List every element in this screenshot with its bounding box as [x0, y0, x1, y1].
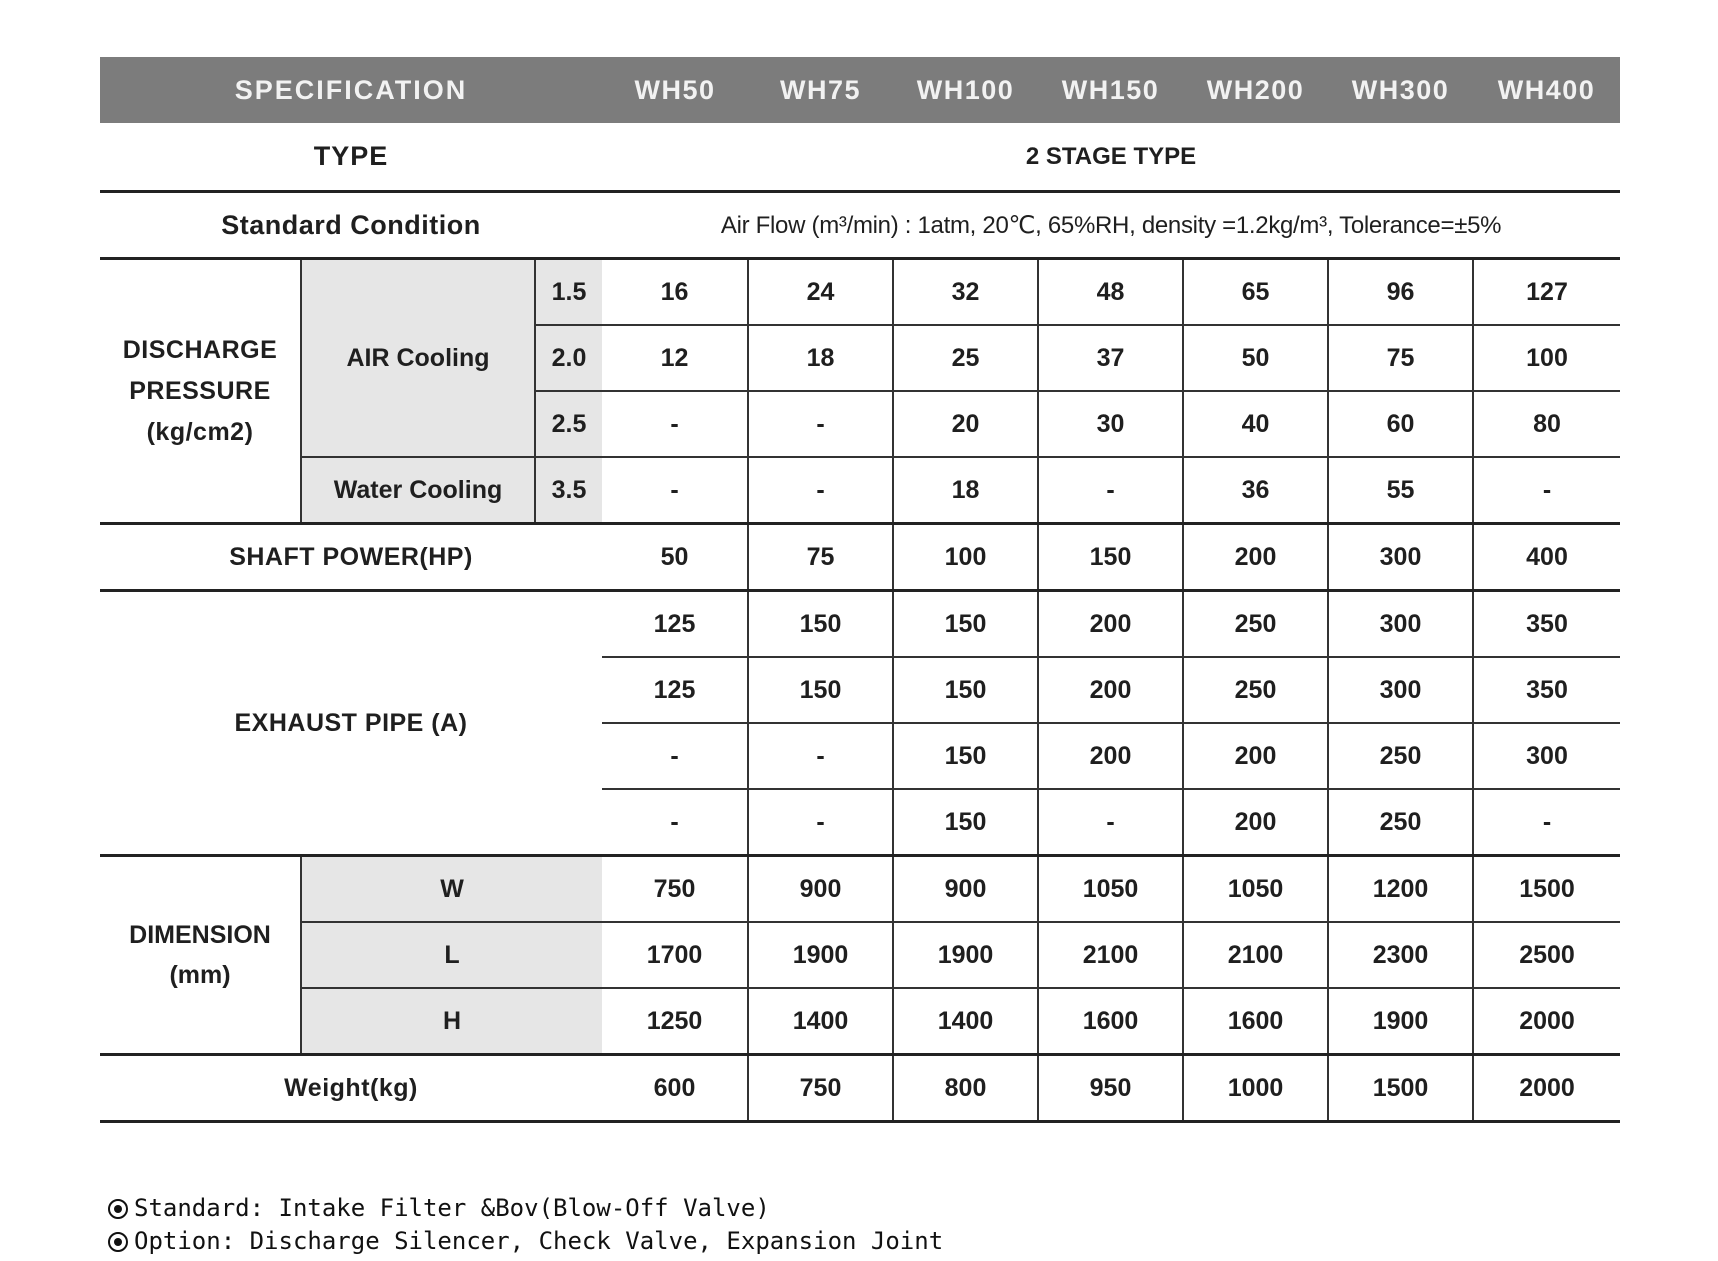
table-cell: 32 — [893, 259, 1038, 326]
table-cell: 18 — [893, 457, 1038, 524]
table-cell: 50 — [1183, 325, 1328, 391]
type-row — [100, 123, 1620, 192]
type-value: 2 STAGE TYPE — [602, 123, 1620, 192]
specification-header: SPECIFICATION — [100, 57, 602, 123]
standard-condition-row — [100, 192, 1620, 259]
table-cell: 75 — [1328, 325, 1473, 391]
table-cell: 125 — [602, 591, 748, 658]
table-cell: 250 — [1328, 789, 1473, 856]
table-cell: - — [748, 723, 893, 789]
table-row — [100, 856, 1620, 923]
table-cell: 150 — [748, 657, 893, 723]
table-row — [100, 591, 1620, 658]
model-header: WH100 — [893, 57, 1038, 123]
table-cell: - — [1473, 457, 1620, 524]
table-cell: 1250 — [602, 988, 748, 1055]
table-cell: 750 — [602, 856, 748, 923]
table-cell: 200 — [1183, 524, 1328, 591]
table-cell: 300 — [1328, 657, 1473, 723]
table-cell: 900 — [748, 856, 893, 923]
table-cell: 36 — [1183, 457, 1328, 524]
table-cell: 96 — [1328, 259, 1473, 326]
dimension-label-line: DIMENSION — [129, 921, 271, 949]
table-cell: 1200 — [1328, 856, 1473, 923]
table-cell: - — [602, 723, 748, 789]
table-cell: 37 — [1038, 325, 1183, 391]
radio-bullet-icon — [108, 1232, 128, 1252]
note-option — [108, 1225, 943, 1258]
air-cooling-label: AIR Cooling — [301, 259, 535, 458]
discharge-pressure-line: (kg/cm2) — [146, 417, 254, 446]
table-cell: 200 — [1183, 789, 1328, 856]
table-cell: 300 — [1473, 723, 1620, 789]
table-cell: 800 — [893, 1055, 1038, 1122]
table-cell: 12 — [602, 325, 748, 391]
note-standard — [108, 1192, 943, 1225]
table-cell: 18 — [748, 325, 893, 391]
table-row — [100, 988, 1620, 1055]
shaft-power-label: SHAFT POWER(HP) — [100, 524, 602, 591]
table-cell: 250 — [1328, 723, 1473, 789]
dimension-label-line: (mm) — [169, 961, 231, 989]
dimension-key: H — [301, 988, 602, 1055]
table-cell: 100 — [1473, 325, 1620, 391]
table-cell: 200 — [1038, 723, 1183, 789]
table-cell: 16 — [602, 259, 748, 326]
type-label: TYPE — [100, 123, 602, 192]
table-cell: 200 — [1038, 591, 1183, 658]
weight-label: Weight(kg) — [100, 1055, 602, 1122]
dimension-key: L — [301, 922, 602, 988]
table-cell: - — [602, 789, 748, 856]
table-cell: 150 — [893, 789, 1038, 856]
model-header: WH400 — [1473, 57, 1620, 123]
table-cell: 1400 — [893, 988, 1038, 1055]
table-cell: 300 — [1328, 524, 1473, 591]
pressure-value: 2.5 — [535, 391, 602, 457]
pressure-value: 1.5 — [535, 259, 602, 326]
table-cell: 250 — [1183, 591, 1328, 658]
table-cell: 950 — [1038, 1055, 1183, 1122]
table-cell: - — [602, 391, 748, 457]
table-cell: 150 — [748, 591, 893, 658]
table-cell: 2500 — [1473, 922, 1620, 988]
table-cell: 1600 — [1183, 988, 1328, 1055]
discharge-pressure-line: DISCHARGE — [122, 335, 278, 364]
table-cell: 150 — [1038, 524, 1183, 591]
table-cell: 300 — [1328, 591, 1473, 658]
model-header: WH150 — [1038, 57, 1183, 123]
pressure-value: 2.0 — [535, 325, 602, 391]
table-cell: - — [1038, 789, 1183, 856]
table-cell: - — [1473, 789, 1620, 856]
table-cell: 50 — [602, 524, 748, 591]
discharge-pressure-label — [100, 259, 301, 524]
model-header: WH200 — [1183, 57, 1328, 123]
shaft-power-row — [100, 524, 1620, 591]
table-header-row — [100, 57, 1620, 123]
table-row — [100, 457, 1620, 524]
notes — [108, 1192, 943, 1258]
table-cell: 60 — [1328, 391, 1473, 457]
table-cell: 127 — [1473, 259, 1620, 326]
standard-condition-value: Air Flow (m³/min) : 1atm, 20℃, 65%RH, density =1.2kg/m³, Tolerance=±5% — [602, 192, 1620, 259]
table-cell: 1050 — [1183, 856, 1328, 923]
table-cell: 1500 — [1473, 856, 1620, 923]
weight-row — [100, 1055, 1620, 1122]
table-cell: 750 — [748, 1055, 893, 1122]
table-cell: 150 — [893, 657, 1038, 723]
table-row — [100, 259, 1620, 326]
table-cell: - — [748, 457, 893, 524]
specification-table — [100, 57, 1620, 1123]
note-text: Option: Discharge Silencer, Check Valve, Expansion Joint — [134, 1227, 944, 1255]
pressure-value: 3.5 — [535, 457, 602, 524]
table-cell: 100 — [893, 524, 1038, 591]
table-cell: 24 — [748, 259, 893, 326]
table-cell: 2300 — [1328, 922, 1473, 988]
model-header: WH300 — [1328, 57, 1473, 123]
table-cell: 250 — [1183, 657, 1328, 723]
table-cell: 1500 — [1328, 1055, 1473, 1122]
table-cell: 600 — [602, 1055, 748, 1122]
table-cell: 150 — [893, 723, 1038, 789]
table-cell: 1000 — [1183, 1055, 1328, 1122]
table-cell: 200 — [1183, 723, 1328, 789]
table-cell: 30 — [1038, 391, 1183, 457]
table-row — [100, 922, 1620, 988]
specification-table-container — [100, 57, 1620, 1123]
table-cell: 350 — [1473, 657, 1620, 723]
table-cell: 65 — [1183, 259, 1328, 326]
table-cell: 2000 — [1473, 988, 1620, 1055]
model-header: WH75 — [748, 57, 893, 123]
table-cell: 125 — [602, 657, 748, 723]
table-cell: - — [748, 789, 893, 856]
table-cell: - — [602, 457, 748, 524]
table-cell: 40 — [1183, 391, 1328, 457]
table-cell: 75 — [748, 524, 893, 591]
standard-condition-label: Standard Condition — [100, 192, 602, 259]
dimension-key: W — [301, 856, 602, 923]
table-cell: - — [748, 391, 893, 457]
table-cell: 55 — [1328, 457, 1473, 524]
table-cell: 1900 — [1328, 988, 1473, 1055]
table-cell: 80 — [1473, 391, 1620, 457]
water-cooling-label: Water Cooling — [301, 457, 535, 524]
model-header: WH50 — [602, 57, 748, 123]
table-cell: 1900 — [748, 922, 893, 988]
table-cell: 2100 — [1183, 922, 1328, 988]
table-cell: 200 — [1038, 657, 1183, 723]
radio-bullet-icon — [108, 1199, 128, 1219]
dimension-label — [100, 856, 301, 1055]
table-cell: 2000 — [1473, 1055, 1620, 1122]
table-cell: 1050 — [1038, 856, 1183, 923]
exhaust-pipe-label: EXHAUST PIPE (A) — [100, 591, 602, 856]
table-cell: 1600 — [1038, 988, 1183, 1055]
table-cell: 1400 — [748, 988, 893, 1055]
table-cell: 400 — [1473, 524, 1620, 591]
table-cell: 1700 — [602, 922, 748, 988]
table-cell: 350 — [1473, 591, 1620, 658]
note-text: Standard: Intake Filter &Bov(Blow-Off Valve) — [134, 1194, 770, 1222]
table-cell: 900 — [893, 856, 1038, 923]
table-cell: 1900 — [893, 922, 1038, 988]
table-cell: - — [1038, 457, 1183, 524]
table-cell: 20 — [893, 391, 1038, 457]
table-cell: 25 — [893, 325, 1038, 391]
table-cell: 150 — [893, 591, 1038, 658]
discharge-pressure-line: PRESSURE — [129, 376, 271, 405]
table-cell: 48 — [1038, 259, 1183, 326]
table-cell: 2100 — [1038, 922, 1183, 988]
